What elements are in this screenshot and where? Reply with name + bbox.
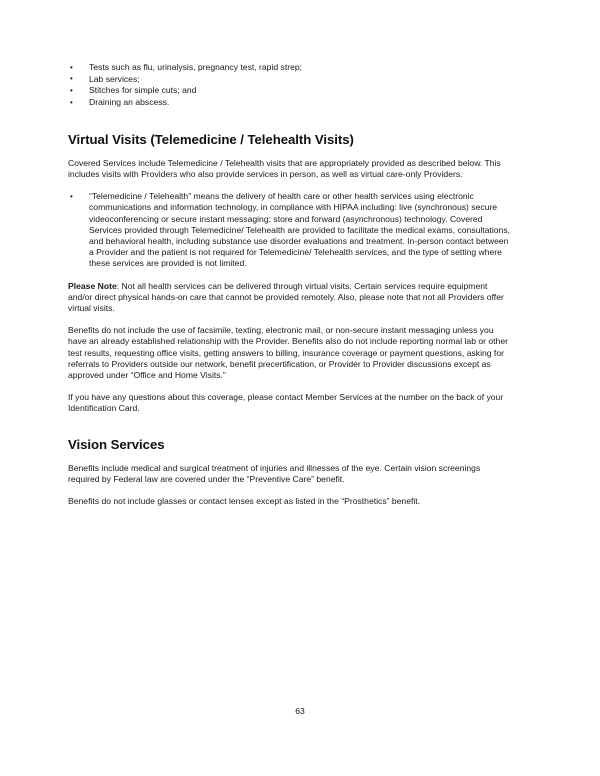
spacer: [68, 147, 510, 158]
vision-included-paragraph: Benefits include medical and surgical treatment of injuries and illnesses of the eye. Certain vision screenings required by Federal law are covered under the “Preventive Care” benefit.: [68, 462, 481, 484]
spacer: [68, 415, 510, 437]
virtual-visits-exclusions-paragraph: Benefits do not include the use of facsimile, texting, electronic mail, or non-secure instant messaging unless you have an already established relationship with the Provider. Benefits also do not include reporting normal lab or other test results, requesting office visits, getting answers to billing, insurance coverage or payment questions, asking for referrals to Providers outside our network, benefit precertification, or Provider to Provider discussions except as approved under “Office and Home Visits.”: [68, 325, 508, 381]
page-number: 63: [295, 706, 305, 716]
please-note-paragraph: [68, 281, 510, 315]
telemedicine-definition-list: [68, 191, 510, 269]
virtual-visits-intro-paragraph: Covered Services include Telemedicine / Telehealth visits that are appropriately provided as described below. This includes visits with Providers who also provide services in person, as well as virtual care-only Providers.: [68, 157, 501, 180]
spacer: [68, 180, 510, 191]
spacer: [68, 314, 510, 325]
list-item: • Tests such as flu, urinalysis, pregnancy test, rapid strep;: [68, 62, 510, 73]
list-item: • “Telemedicine / Telehealth” means the delivery of health care or other health services using electronic communications and information technology, in compliance with HIPAA including: live (synchronous) secure videoconferencing or secure instant messaging; store and forward (asynchronous) technology. Covered Services provided through Telemedicine/ Telehealth are provided to facilitate the medical exams, consultations, and behavioral health, including substance use disorder evaluations and treatment. In-person contact between a Provider and the patient is not required for Telemedicine/ Telehealth services, and the type of setting where these services are provided is not limited.: [68, 191, 510, 269]
vision-excluded-paragraph: Benefits do not include glasses or contact lenses except as listed in the “Prosthetics” benefit.: [68, 496, 421, 507]
page-content: [68, 62, 510, 507]
list-item: • Lab services;: [68, 74, 510, 85]
spacer: [68, 452, 510, 463]
spacer: [68, 381, 510, 392]
please-note-label: Please Note: [68, 280, 117, 291]
heading-virtual-visits: Virtual Visits (Telemedicine / Telehealth Visits): [68, 131, 354, 147]
urgent-care-services-list: [68, 62, 510, 108]
please-note-text: : Not all health services can be delivered through virtual visits. Certain services require equipment and/or direct physical hands-on care that cannot be provided remotely. Also, please note that not all Providers offer virtual visits.: [68, 280, 504, 314]
heading-vision-services: Vision Services: [68, 436, 165, 452]
list-item: • Stitches for simple cuts; and: [68, 85, 510, 96]
member-services-contact-paragraph: If you have any questions about this coverage, please contact Member Services at the number on the back of your Identification Card.: [68, 392, 504, 414]
spacer: [68, 270, 510, 281]
spacer: [68, 485, 510, 496]
list-item: • Draining an abscess.: [68, 97, 510, 108]
spacer: [68, 109, 510, 132]
